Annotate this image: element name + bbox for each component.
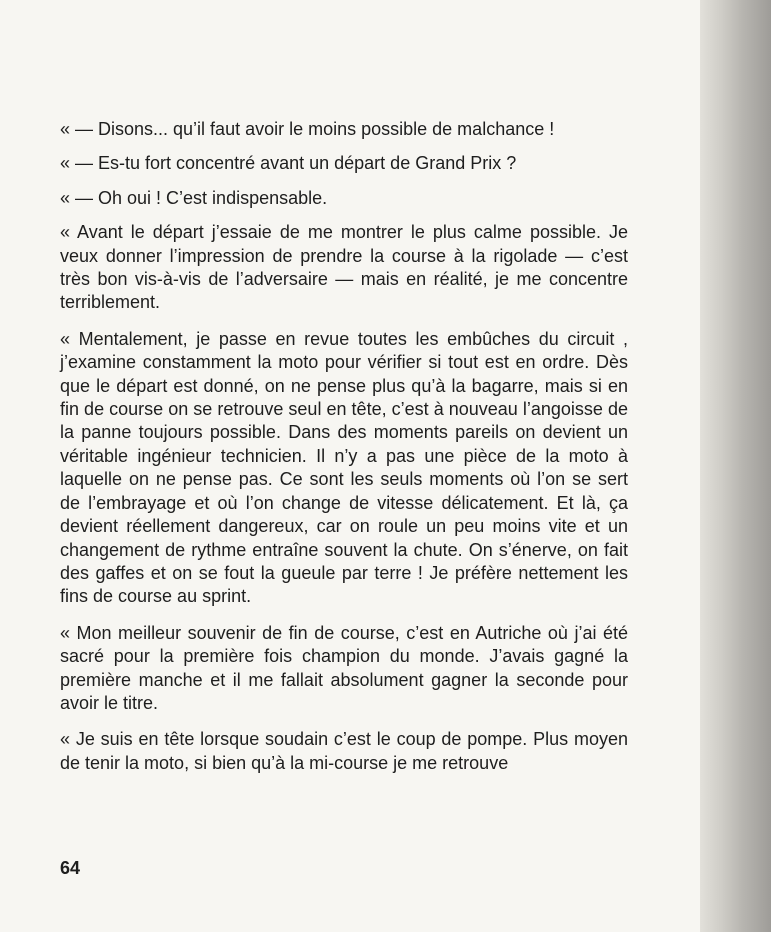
page-number: 64	[60, 858, 81, 878]
dialogue-line: « — Es-tu fort concentré avant un départ de Grand Prix ?	[60, 153, 517, 174]
page-text	[60, 118, 628, 788]
book-gutter-shadow	[700, 0, 771, 932]
paragraph: « Mon meilleur souvenir de fin de course, c’est en Autriche où j’ai été sacré pour la première fois champion du monde. J’avais gagné la première manche et il me fallait absolument gagner la seconde pour avoir le titre.	[60, 622, 628, 713]
paragraph: « Mentalement, je passe en revue toutes les embûches du circuit , j’examine constamment la moto pour vérifier si tout est en ordre. Dès que le départ est donné, on ne pense plus qu’à la bagarre, mais si en fin de course on se retrouve seul en tête, c’est à nouveau l’angoisse de la panne toujours possible. Dans des moments pareils on devient un véritable ingénieur technicien. Il n’y a pas une pièce de la moto à laquelle on ne pense pas. Ce sont les seuls moments où l’on se sert de l’embrayage et où l’on change de vitesse délicatement. Et là, ça devient réellement dangereux, car on roule un peu moins vite et un changement de rythme entraîne souvent la chute. On s’énerve, on fait des gaffes et on se fout la gueule par terre ! Je préfère nettement les fins de course au sprint.	[60, 328, 628, 607]
paragraph: « Je suis en tête lorsque soudain c’est le coup de pompe. Plus moyen de tenir la moto, si bien qu’à la mi-course je me retrouve	[60, 729, 628, 773]
dialogue-line: « — Disons... qu’il faut avoir le moins possible de malchance !	[60, 119, 555, 139]
dialogue-line: « — Oh oui ! C’est indispensable.	[60, 187, 328, 208]
paragraph: « Avant le départ j’essaie de me montrer le plus calme possible. Je veux donner l’impression de prendre la course à la rigolade — c’est très bon vis-à-vis de l’adversaire — mais en réalité, je me concentre terriblement.	[60, 222, 628, 313]
